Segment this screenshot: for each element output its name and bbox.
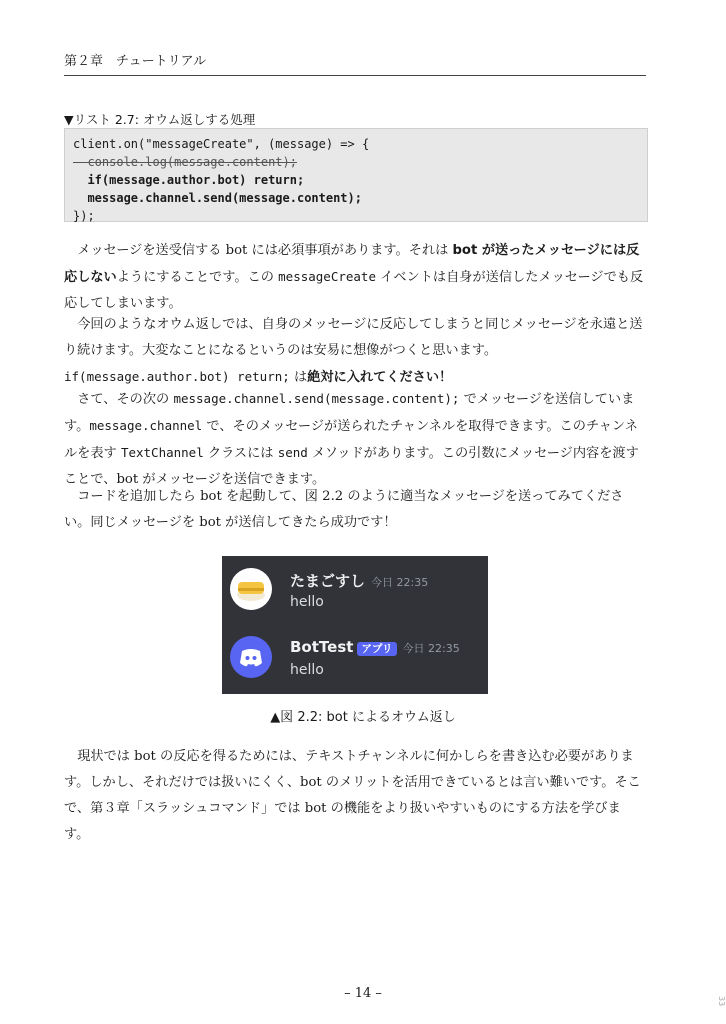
paragraph-1 bbox=[64, 238, 646, 317]
paragraph-4: コードを追加したら bot を起動して、図 2.2 のように適当なメッセージを送ってみてください。同じメッセージを bot が送信してきたら成功です！ bbox=[64, 489, 624, 530]
paragraph-3 bbox=[64, 386, 646, 493]
inline-code: message.channel bbox=[89, 418, 203, 433]
code-line: }); bbox=[73, 209, 95, 223]
paragraph-5: 現状では bot の反応を得るためには、テキストチャンネルに何かしらを書き込む必要があります。しかし、それだけでは扱いにくく、bot のメリットを活用できているとは言い難いです。そこで、第３章「スラッシュコマンド」では bot の機能をより扱いやすいものにする方法を学びます。 bbox=[64, 749, 641, 842]
code-line-struck: console.log(message.content); bbox=[73, 155, 297, 169]
text: メッセージを送受信する bot には必須事項があります。それは bbox=[77, 243, 453, 258]
emphasis: 絶対に入れてください！ bbox=[307, 370, 453, 385]
message-author bbox=[290, 638, 460, 656]
sushi-icon bbox=[230, 568, 272, 610]
discord-icon bbox=[230, 636, 272, 678]
inline-code: TextChannel bbox=[120, 445, 204, 460]
inline-code: send bbox=[277, 445, 308, 460]
figure-caption: ▲図 2.2: bot によるオウム返し bbox=[270, 710, 456, 725]
chapter-header: 第２章 チュートリアル bbox=[64, 50, 646, 76]
emphasis: bot が送ったメッセージには反応しない bbox=[64, 243, 640, 285]
discord-screenshot bbox=[222, 556, 488, 694]
chat-message bbox=[230, 564, 480, 614]
page-number: – 14 – bbox=[344, 986, 382, 1001]
text: でメッセージを送信しています。 bbox=[64, 392, 635, 434]
text: は bbox=[289, 370, 308, 385]
inline-code: if(message.author.bot) return; bbox=[64, 369, 290, 384]
text: クラスには bbox=[203, 446, 278, 461]
text: ようにすることです。この bbox=[116, 270, 279, 285]
code-line: client.on("messageCreate", (message) => { bbox=[73, 137, 370, 151]
margin-mark: 33 bbox=[717, 996, 726, 1007]
author-name: たまごすし bbox=[290, 572, 366, 590]
listing-caption: ▼リスト 2.7: オウム返しする処理 bbox=[64, 112, 256, 127]
chat-message bbox=[230, 632, 480, 682]
text: メソッドがあります。この引数にメッセージ内容を渡すことで、bot がメッセージを送信できます。 bbox=[64, 446, 639, 487]
text: で、そのメッセージが送られたチャンネルを取得できます。このチャンネルを表す bbox=[64, 419, 638, 461]
app-badge: アプリ bbox=[357, 642, 396, 656]
inline-code: messageCreate bbox=[278, 269, 376, 284]
paragraph-2 bbox=[64, 312, 646, 391]
code-line: if(message.author.bot) return; bbox=[73, 173, 305, 187]
message-author bbox=[290, 570, 428, 591]
text: イベントは自身が送信したメッセージでも反応してしまいます。 bbox=[64, 270, 644, 311]
text: 今回のようなオウム返しでは、自身のメッセージに反応してしまうと同じメッセージを永遠と送り続けます。大変なことになるというのは安易に想像がつくと思います。 bbox=[64, 317, 643, 358]
author-name: BotTest bbox=[290, 638, 354, 656]
code-block bbox=[64, 128, 648, 222]
message-text: hello bbox=[290, 662, 324, 678]
message-time: 今日 22:35 bbox=[402, 642, 460, 655]
message-time: 今日 22:35 bbox=[371, 576, 429, 589]
code-line: message.channel.send(message.content); bbox=[73, 191, 362, 205]
text: さて、その次の bbox=[77, 392, 174, 407]
message-text: hello bbox=[290, 594, 324, 610]
inline-code: message.channel.send(message.content); bbox=[173, 391, 460, 406]
